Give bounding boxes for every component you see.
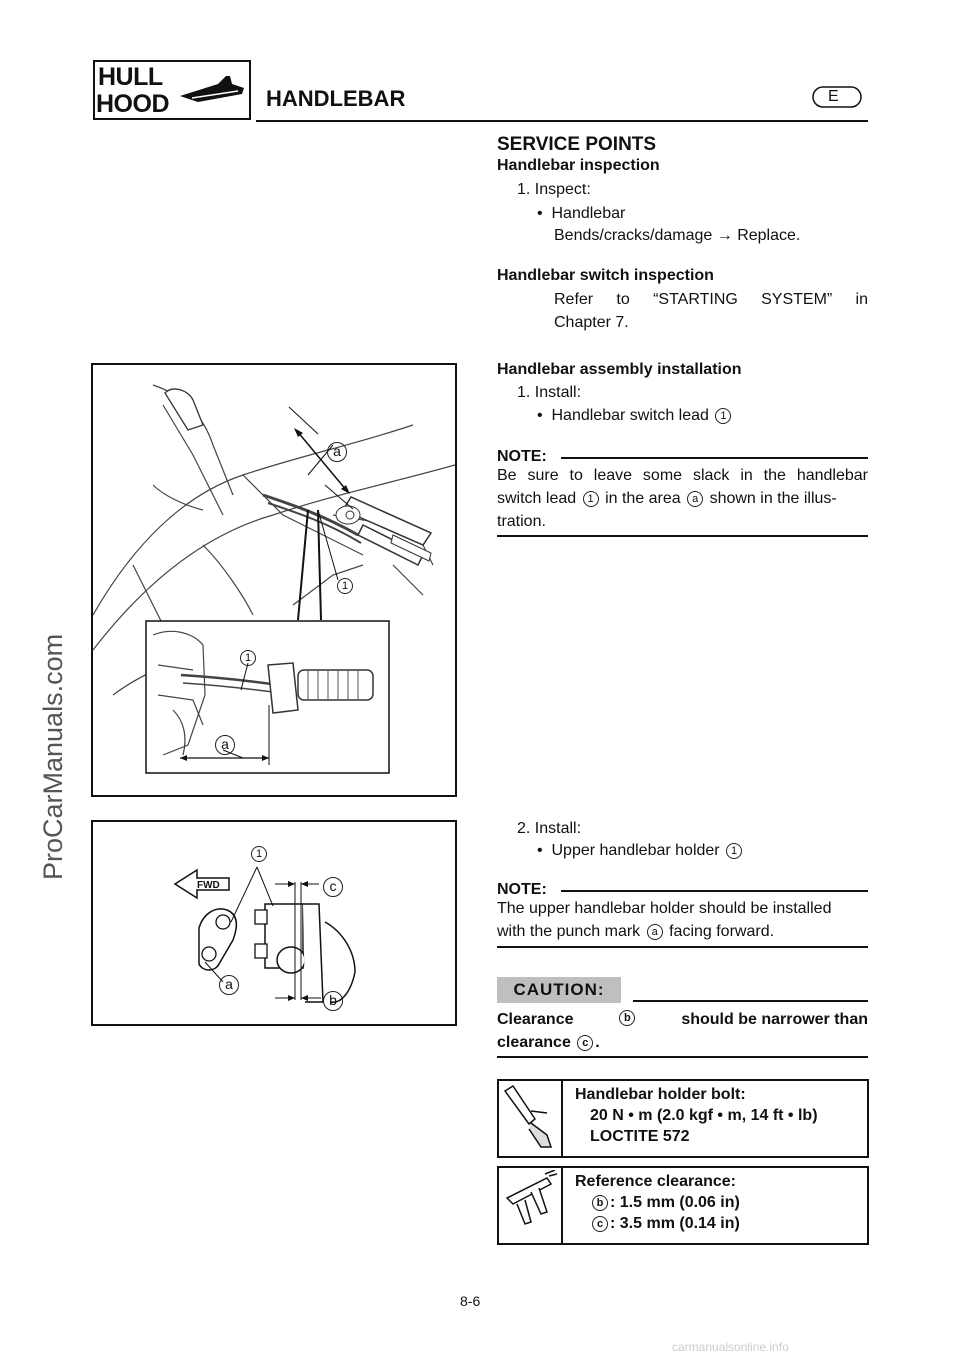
marker-1: 1 <box>583 491 599 507</box>
caution-line-1 <box>497 1010 868 1030</box>
marker-c: c <box>592 1216 608 1232</box>
header-rule <box>256 120 868 122</box>
note-text: shown in the illus- <box>709 490 837 507</box>
page-title: HANDLEBAR <box>266 86 406 111</box>
inspect-action: Bends/cracks/damage → Replace. <box>554 227 801 244</box>
callout-b: b <box>323 991 343 1011</box>
caution-text: should be narrower than <box>681 1011 868 1028</box>
callout-c: c <box>323 877 343 897</box>
torque-sealant: LOCTITE 572 <box>590 1128 690 1145</box>
switch-reference: Refer to “STARTING SYSTEM” in <box>554 291 868 308</box>
watercraft-icon <box>178 72 248 108</box>
caution-text: . <box>595 1034 600 1051</box>
caution-text: clearance <box>497 1034 571 1051</box>
torque-title: Handlebar holder bolt: <box>575 1086 746 1103</box>
holder-illustration <box>91 820 457 1026</box>
clearance-c <box>590 1214 740 1234</box>
callout-a-holder: a <box>219 975 239 995</box>
inspect-step: 1. Inspect: <box>517 181 591 198</box>
note2-line-2 <box>497 922 774 942</box>
note-label: NOTE: <box>497 448 547 465</box>
bullet-text: Upper handlebar holder <box>551 842 720 859</box>
clearance-b-value: : 1.5 mm (0.06 in) <box>610 1194 740 1211</box>
assembly-heading: Handlebar assembly installation <box>497 361 742 378</box>
callout-1-top: 1 <box>337 578 353 594</box>
bullet-switch-lead: • Handlebar switch lead 1 <box>537 406 733 426</box>
marker-b: b <box>592 1195 608 1211</box>
caution-label: CAUTION: <box>497 977 621 1003</box>
note2-rule <box>561 890 868 892</box>
marker-a: a <box>647 924 663 940</box>
callout-a-inset: a <box>215 735 235 755</box>
install-step-1: 1. Install: <box>517 384 582 401</box>
note-end-rule <box>497 535 868 537</box>
marker-a: a <box>687 491 703 507</box>
inspection-heading: Handlebar inspection <box>497 157 660 174</box>
spec-divider <box>561 1166 563 1245</box>
note-line-1: Be sure to leave some slack in the handlebar <box>497 467 868 484</box>
spec-divider <box>561 1079 563 1158</box>
clearance-c-value: : 3.5 mm (0.14 in) <box>610 1215 740 1232</box>
footer-watermark: carmanualsonline.info <box>672 1340 789 1354</box>
note2-label: NOTE: <box>497 881 547 898</box>
torque-value: 20 N • m (2.0 kgf • m, 14 ft • lb) <box>590 1107 818 1124</box>
clearance-title: Reference clearance: <box>575 1173 736 1190</box>
language-letter: E <box>828 88 839 105</box>
note-text: in the area <box>605 490 681 507</box>
caliper-icon <box>501 1170 557 1240</box>
note-rule <box>561 457 868 459</box>
handlebar-illustration <box>91 363 457 797</box>
caution-line-2 <box>497 1033 600 1053</box>
side-watermark: ProCarManuals.com <box>38 633 68 880</box>
note2-line-1: The upper handlebar holder should be installed <box>497 900 832 917</box>
marker-1: 1 <box>715 408 731 424</box>
bullet-handlebar: • Handlebar <box>537 205 626 222</box>
note-line-3: tration. <box>497 513 546 530</box>
install-step-2: 2. Install: <box>517 820 582 837</box>
caution-text: Clearance <box>497 1011 574 1028</box>
note-line-2 <box>497 489 837 509</box>
marker-c: c <box>577 1035 593 1051</box>
bullet-holder: • Upper handlebar holder 1 <box>537 841 744 861</box>
hood-label: HOOD <box>96 90 169 118</box>
caution-end-rule <box>497 1056 868 1058</box>
hull-label: HULL <box>98 63 163 91</box>
callout-1-inset: 1 <box>240 650 256 666</box>
note2-end-rule <box>497 946 868 948</box>
page-number: 8-6 <box>460 1293 481 1309</box>
marker-1: 1 <box>726 843 742 859</box>
callout-1-holder: 1 <box>251 846 267 862</box>
clearance-b <box>590 1193 740 1213</box>
switch-chapter: Chapter 7. <box>554 314 629 331</box>
note-text: switch lead <box>497 490 577 507</box>
note-text: with the punch mark <box>497 923 641 940</box>
callout-a-top: a <box>327 442 347 462</box>
note-text: facing forward. <box>669 923 775 940</box>
bullet-text: Handlebar <box>551 205 626 222</box>
service-points-heading: SERVICE POINTS <box>497 134 657 155</box>
bullet-text: Handlebar switch lead <box>551 407 709 424</box>
marker-b: b <box>619 1010 635 1026</box>
fwd-label: FWD <box>197 880 220 891</box>
caution-rule <box>633 1000 868 1002</box>
torque-wrench-icon <box>501 1083 557 1153</box>
switch-heading: Handlebar switch inspection <box>497 267 714 284</box>
